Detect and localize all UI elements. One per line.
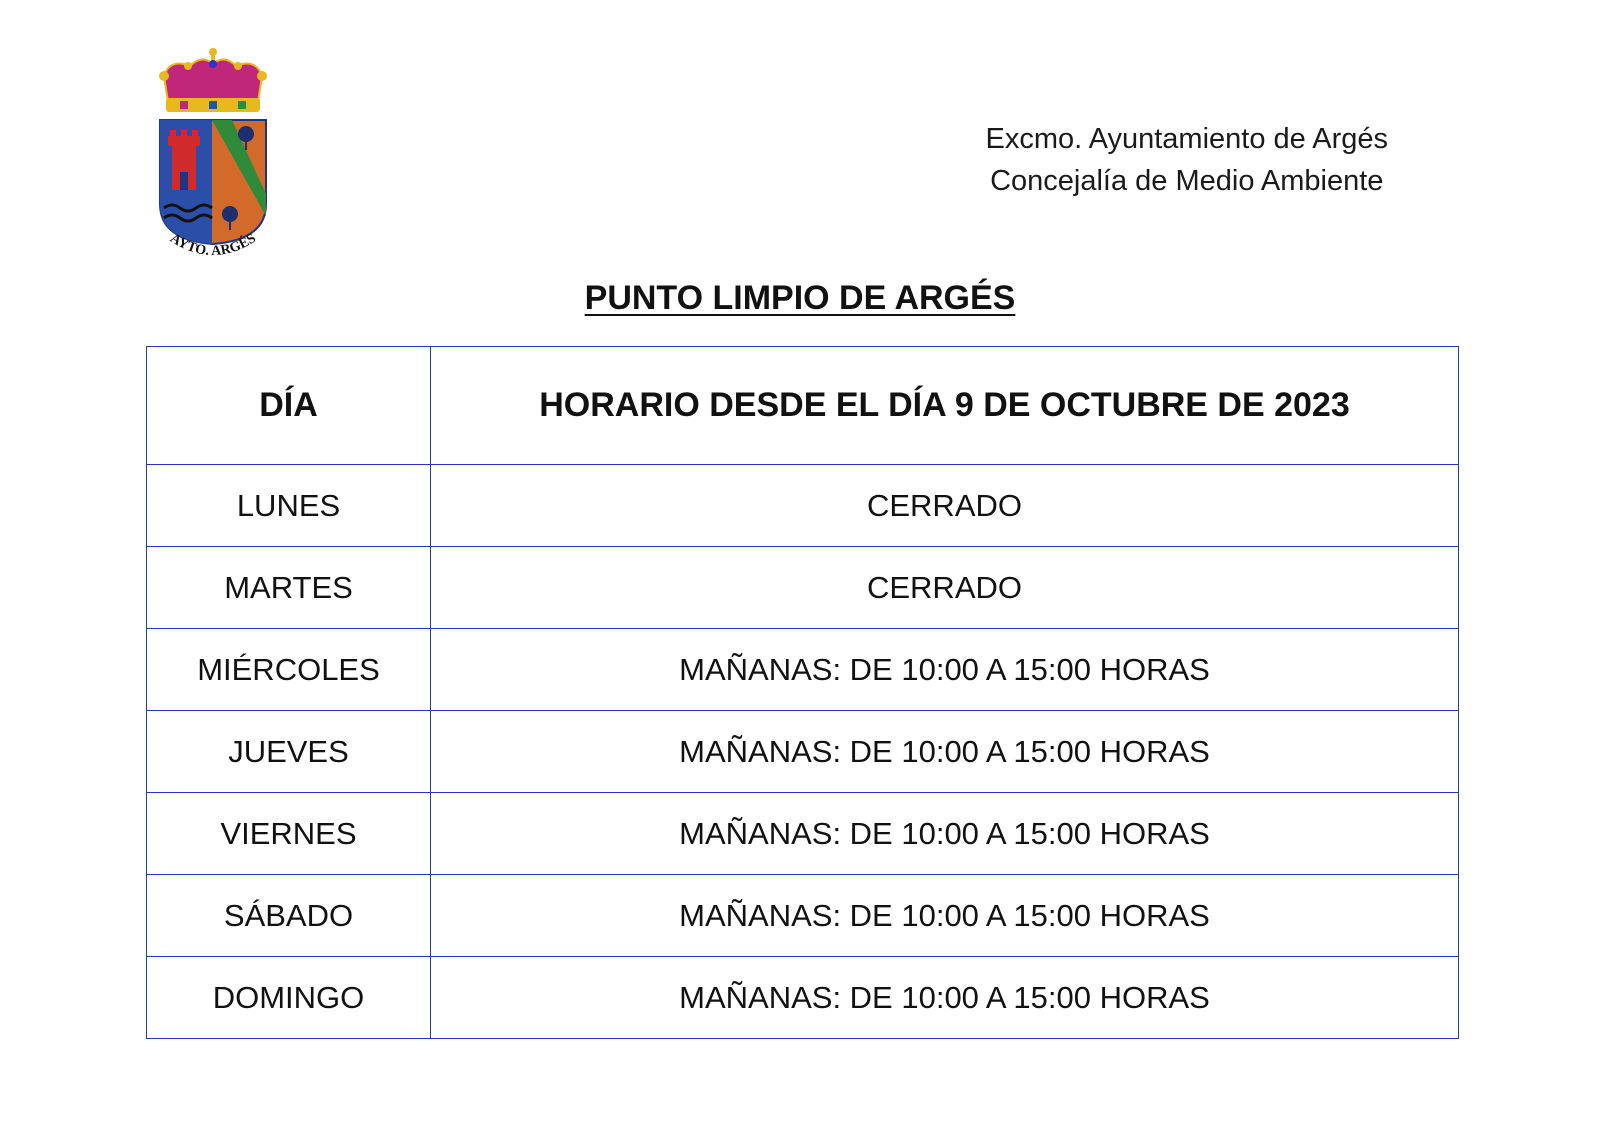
coat-of-arms-icon (150, 44, 276, 266)
crown-icon (159, 48, 267, 112)
organization-name: Excmo. Ayuntamiento de Argés (985, 123, 1388, 155)
column-header-hours: HORARIO DESDE EL DÍA 9 DE OCTUBRE DE 2023 (431, 347, 1459, 465)
hours-cell: MAÑANAS: DE 10:00 A 15:00 HORAS (431, 629, 1459, 711)
table-row (147, 547, 1459, 629)
department-name: Concejalía de Medio Ambiente (990, 165, 1384, 197)
day-cell: MIÉRCOLES (147, 629, 431, 711)
table-row (147, 957, 1459, 1039)
day-cell: DOMINGO (147, 957, 431, 1039)
table-row (147, 629, 1459, 711)
day-cell: SÁBADO (147, 875, 431, 957)
table-row (147, 875, 1459, 957)
hours-cell: MAÑANAS: DE 10:00 A 15:00 HORAS (431, 711, 1459, 793)
table-row (147, 465, 1459, 547)
coat-of-arms-logo (150, 44, 276, 266)
day-cell: JUEVES (147, 711, 431, 793)
day-cell: VIERNES (147, 793, 431, 875)
hours-cell: CERRADO (431, 547, 1459, 629)
day-cell: MARTES (147, 547, 431, 629)
schedule-table (146, 346, 1459, 1039)
table-header-row (147, 347, 1459, 465)
shield-icon (160, 120, 266, 244)
table-row (147, 711, 1459, 793)
title-text: PUNTO LIMPIO DE ARGÉS (584, 279, 1016, 317)
hours-cell: CERRADO (431, 465, 1459, 547)
day-cell: LUNES (147, 465, 431, 547)
hours-cell: MAÑANAS: DE 10:00 A 15:00 HORAS (431, 957, 1459, 1039)
column-header-day: DÍA (147, 347, 431, 465)
header-block (986, 118, 1388, 202)
hours-cell: MAÑANAS: DE 10:00 A 15:00 HORAS (431, 793, 1459, 875)
hours-cell: MAÑANAS: DE 10:00 A 15:00 HORAS (431, 875, 1459, 957)
crest-text: AYTO. ARGÉS (167, 231, 259, 260)
table-row (147, 793, 1459, 875)
document-title (0, 276, 1600, 320)
